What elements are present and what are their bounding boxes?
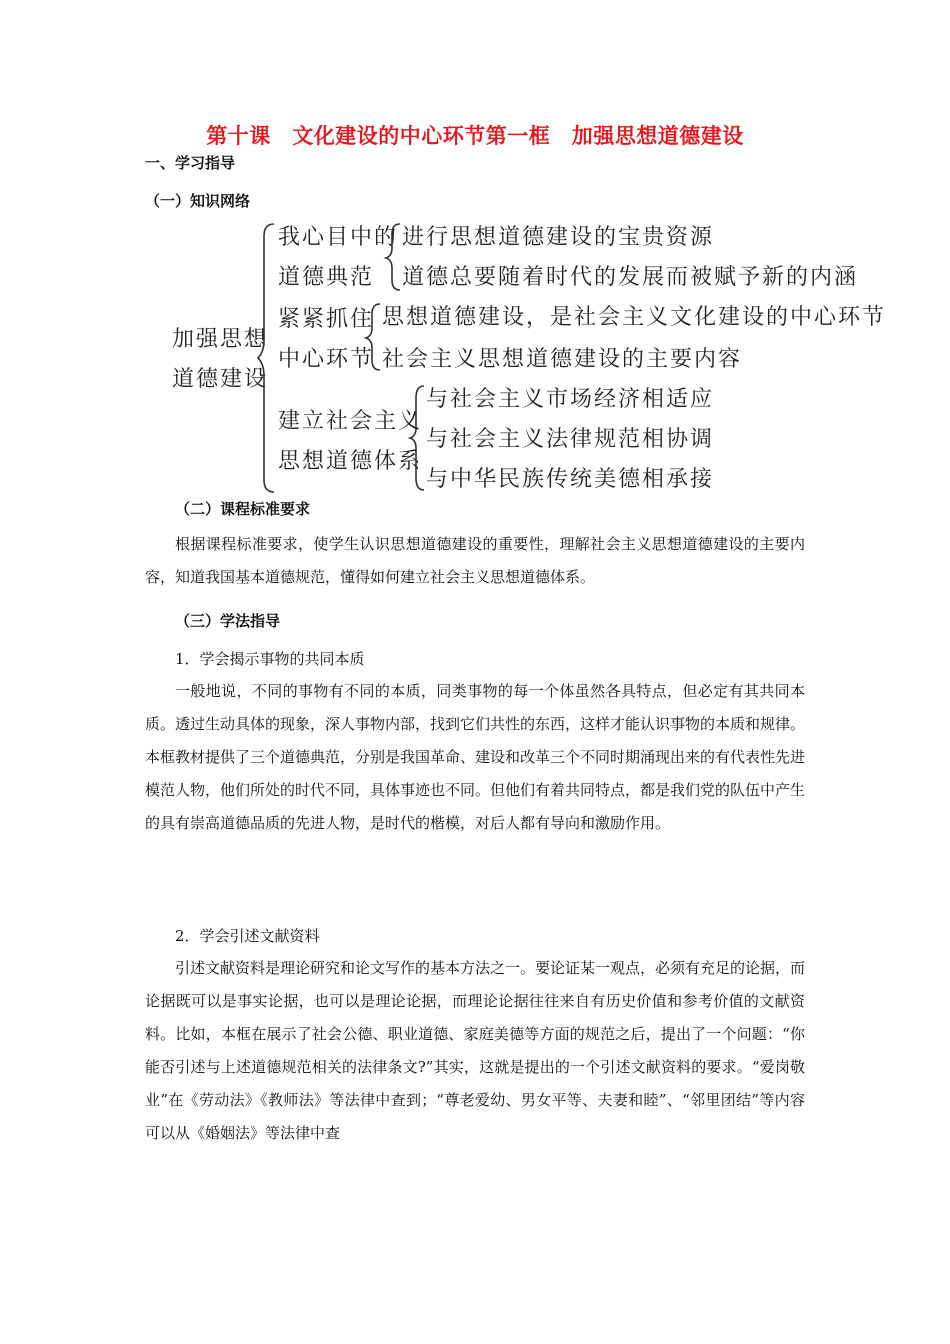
network-root-line2: 道德建设: [172, 367, 269, 392]
page-title: 第十课 文化建设的中心环节第一框 加强思想道德建设: [206, 124, 744, 148]
group3-item3: 与中华民族传统美德相承接: [426, 467, 715, 492]
group1-brace: [386, 222, 402, 292]
group1-label-line2: 道德典范: [278, 265, 375, 290]
group3-item1: 与社会主义市场经济相适应: [426, 387, 715, 412]
group1-label-line1: 我心目中的: [278, 225, 399, 250]
group2-brace: [366, 302, 382, 372]
standard-paragraph: 根据课程标准要求，使学生认识思想道德建设的重要性，理解社会主义思想道德建设的主要内容，知道我国基本道德规范，懂得如何建立社会主义思想道德体系。: [145, 535, 805, 586]
subsection-heading-method: （三）学法指导: [175, 612, 281, 630]
group2-item2: 社会主义思想道德建设的主要内容: [382, 347, 743, 372]
method2-title: 2．学会引述文献资料: [175, 927, 320, 945]
group3-label-line1: 建立社会主义: [278, 409, 423, 434]
group2-label-line2: 中心环节: [278, 347, 375, 372]
group2-label-line1: 紧紧抓住: [278, 307, 375, 332]
method2-paragraph: 引述文献资料是理论研究和论文写作的基本方法之一。要论证某一观点，必须有充足的论据，而论据既可以是事实论据，也可以是理论论据，而理论论据往往来自有历史价值和参考价值的文献资料。比如，本框在展示了社会公德、职业道德、家庭美德等方面的规范之后，提出了一个问题：“你能否引述与上述道德规范相关的法律条文?”其实，这就是提出的一个引述文献资料的要求。“爱岗敬业”在《劳动法》《教师法》等法律中查到；“尊老爱幼、男女平等、夫妻和睦”、“邻里团结”等内容可以从《婚姻法》等法律中查: [145, 959, 806, 1142]
subsection-heading-standard: （二）课程标准要求: [175, 500, 311, 518]
group3-label-line2: 思想道德体系: [278, 449, 423, 474]
method1-title: 1．学会揭示事物的共同本质: [175, 650, 365, 668]
root-brace: [258, 222, 278, 494]
method1-paragraph: 一般地说，不同的事物有不同的本质，同类事物的每一个体虽然各具特点，但必定有其共同本质。透过生动具体的现象，深人事物内部，找到它们共性的东西，这样才能认识事物的本质和规律。本框教材提供了三个道德典范，分别是我国革命、建设和改革三个不同时期涌现出来的有代表性先进模范人物，他们所处的时代不同，具体事迹也不同。但他们有着共同特点，都是我们党的队伍中产生的具有崇高道德品质的先进人物，是时代的楷模，对后人都有导向和激励作用。: [145, 682, 806, 832]
subsection-heading-network: （一）知识网络: [145, 192, 251, 210]
group3-brace: [410, 384, 426, 492]
section-heading: 一、学习指导: [145, 154, 236, 172]
group2-item1: 思想道德建设，是社会主义文化建设的中心环节: [382, 305, 887, 330]
network-root-line1: 加强思想: [172, 327, 269, 352]
group1-item2: 道德总要随着时代的发展而被赋予新的内涵: [402, 265, 859, 290]
group1-item1: 进行思想道德建设的宝贵资源: [402, 225, 715, 250]
group3-item2: 与社会主义法律规范相协调: [426, 427, 715, 452]
